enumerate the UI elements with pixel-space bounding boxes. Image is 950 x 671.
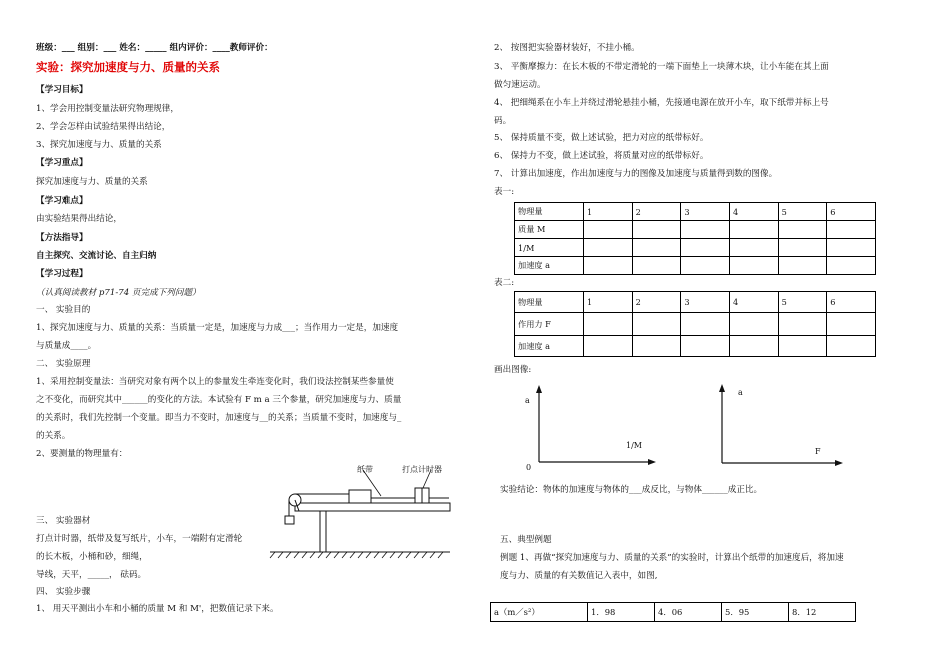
empty-cell[interactable] [778,239,827,257]
goals-heading: 【学习目标】 [36,85,88,95]
table-header-cell: 4 [729,292,778,313]
example-table [490,602,856,622]
graph-a-vs-f [705,375,855,470]
empty-cell[interactable] [632,257,681,275]
section-3-line: 的长木板，小桶和砂，细绳， [36,552,148,562]
table-header-cell: 3 [681,203,730,221]
table-header-cell: 物理量 [515,203,584,221]
row-label: 质量 M [515,221,584,239]
section-2-line: 1、采用控制变量法：当研究对象有两个以上的参量发生牵连变化时，我们设法控制某些参量使 [36,377,394,387]
table-header-cell: 6 [827,203,876,221]
empty-cell[interactable] [681,336,730,357]
table-header-cell: 5 [778,203,827,221]
graph-1-y-label: a [525,396,530,405]
step-line: 3、 平衡摩擦力：在长木板的不带定滑轮的一端下面垫上一块薄木块，让小车能在其上面 [494,62,829,72]
method-text: 自主探究、交流讨论、自主归纳 [36,251,157,261]
step-line: 做匀速运动。 [494,80,546,90]
step-line: 5、 保持质量不变，做上述试验，把力对应的纸带标好。 [494,133,709,143]
graph-2-x-label: F [815,447,821,456]
empty-cell[interactable] [584,257,633,275]
empty-cell[interactable] [827,239,876,257]
goal-item: 1、学会用控制变量法研究物理规律， [36,104,179,114]
empty-cell[interactable] [729,336,778,357]
step-line: 6、 保持力不变，做上述试验，将质量对应的纸带标好。 [494,151,709,161]
table-header-cell: 物理量 [515,292,584,313]
empty-cell[interactable] [729,221,778,239]
graph-label: 画出图像: [494,365,532,375]
table-row [515,336,876,357]
table-header-cell: 5 [778,292,827,313]
table-header-cell: 2 [632,292,681,313]
table-header-cell: 3 [681,292,730,313]
graph-a-vs-inverse-m [520,380,670,475]
process-heading: 【学习过程】 [36,269,88,279]
step-line: 2、 按图把实验器材装好，不挂小桶。 [494,43,640,53]
table-row [515,221,876,239]
table-row [491,603,856,622]
goal-item: 3、探究加速度与力、质量的关系 [36,140,162,150]
table-row [515,313,876,336]
table-cell: 1．98 [588,603,655,622]
x-arrow-icon [835,460,843,466]
step-line: 4、 把细绳系在小车上并绕过滑轮悬挂小桶，先接通电源在放开小车，取下纸带并标上号 [494,98,829,108]
section-4-title: 四、 实验步骤 [36,587,91,597]
step-line: 7、 计算出加速度，作出加速度与力的图像及加速度与质量得到数的图像。 [494,169,778,179]
empty-cell[interactable] [827,257,876,275]
empty-cell[interactable] [778,313,827,336]
student-info-header: 班级：___ 组别：___ 姓名：_____ 组内评价：____教师评价： [36,43,273,53]
timer-label: 打点计时器 [402,465,442,474]
graph-1-x-label: 1/M [626,441,642,450]
table-1-label: 表一: [494,187,515,197]
table-cell: 4．06 [655,603,722,622]
section-3-line: 导线，天平，_____， 砝码。 [36,570,147,580]
empty-cell[interactable] [729,257,778,275]
empty-cell[interactable] [681,313,730,336]
empty-cell[interactable] [827,221,876,239]
example-line: 度与力、质量的有关数值记入表中，如图, [500,571,658,581]
row-label: 1/M [515,239,584,257]
conclusion-text: 实验结论：物体的加速度与物体的___成反比，与物体______成正比。 [500,485,763,495]
table-header-cell: 6 [827,292,876,313]
empty-cell[interactable] [827,313,876,336]
empty-cell[interactable] [584,221,633,239]
empty-cell[interactable] [778,221,827,239]
y-arrow-icon [536,385,542,393]
empty-cell[interactable] [827,336,876,357]
empty-cell[interactable] [632,239,681,257]
empty-cell[interactable] [681,257,730,275]
section-5-title: 五、典型例题 [500,535,552,545]
table-row [515,203,876,221]
step-line: 码。 [494,116,512,126]
empty-cell[interactable] [584,313,633,336]
empty-cell[interactable] [632,313,681,336]
table-2 [514,291,876,357]
section-2-line: 的关系。 [36,431,71,441]
tape-label: 纸带 [357,465,373,474]
section-1-line: 与质量成____。 [36,341,97,351]
section-1-title: 一、 实验目的 [36,305,91,315]
empty-cell[interactable] [681,221,730,239]
empty-cell[interactable] [584,336,633,357]
y-arrow-icon [719,384,725,392]
empty-cell[interactable] [729,239,778,257]
x-arrow-icon [648,459,656,465]
empty-cell[interactable] [632,336,681,357]
table-row [515,292,876,313]
table-1 [514,202,876,275]
table-2-label: 表二: [494,278,515,288]
page-title: 实验：探究加速度与力、质量的关系 [36,60,220,74]
section-2-line: 之不变化，而研究其中______的变化的方法。本试验有 F m a 三个参量，研究加速度与力、质量 [36,395,402,405]
row-label: 作用力 F [515,313,584,336]
row-label: 加速度 a [515,257,584,275]
table-row [515,257,876,275]
graph-1-origin: 0 [526,463,532,472]
key-heading: 【学习重点】 [36,158,88,168]
section-3-line: 打点计时器，纸带及复写纸片，小车，一端附有定滑轮 [36,534,243,544]
table-cell: 8．12 [789,603,856,622]
method-heading: 【方法指导】 [36,233,88,243]
section-2-item: 2、要测量的物理量有： [36,449,128,459]
example-line: 例题 1、再做“探究加速度与力、质量的关系”的实验时，计算出个纸带的加速度后，将加速 [500,553,844,563]
table-header-cell: 2 [632,203,681,221]
section-2-line: 的关系时，我们先控制一个变量。即当力不变时，加速度与__的关系；当质量不变时，加速度与_ [36,413,402,423]
row-label: 加速度 a [515,336,584,357]
table-row [515,239,876,257]
graph-2-y-label: a [738,388,743,397]
section-2-title: 二、 实验原理 [36,359,91,369]
empty-cell[interactable] [778,336,827,357]
table-header-cell: 4 [729,203,778,221]
table-header-cell: a（m／s²） [491,603,588,622]
goal-item: 2、学会怎样由试验结果得出结论， [36,122,171,132]
empty-cell[interactable] [584,239,633,257]
empty-cell[interactable] [632,221,681,239]
section-3-title: 三、 实验器材 [36,516,91,526]
section-1-line: 1、探究加速度与力、质量的关系：当质量一定是，加速度与力成___；当作用力一定是，加速度 [36,323,399,333]
difficulty-heading: 【学习难点】 [36,196,88,206]
empty-cell[interactable] [729,313,778,336]
table-cell: 5．95 [722,603,789,622]
section-4-step: 1、 用天平测出小车和小桶的质量 M 和 M'，把数值记录下来。 [36,604,279,614]
table-header-cell: 1 [584,292,633,313]
table-header-cell: 1 [584,203,633,221]
empty-cell[interactable] [778,257,827,275]
reading-note: （认真阅读教材 p71-74 页完成下列问题） [36,288,201,298]
empty-cell[interactable] [681,239,730,257]
difficulty-text: 由实验结果得出结论， [36,214,122,224]
key-text: 探究加速度与力、质量的关系 [36,177,148,187]
